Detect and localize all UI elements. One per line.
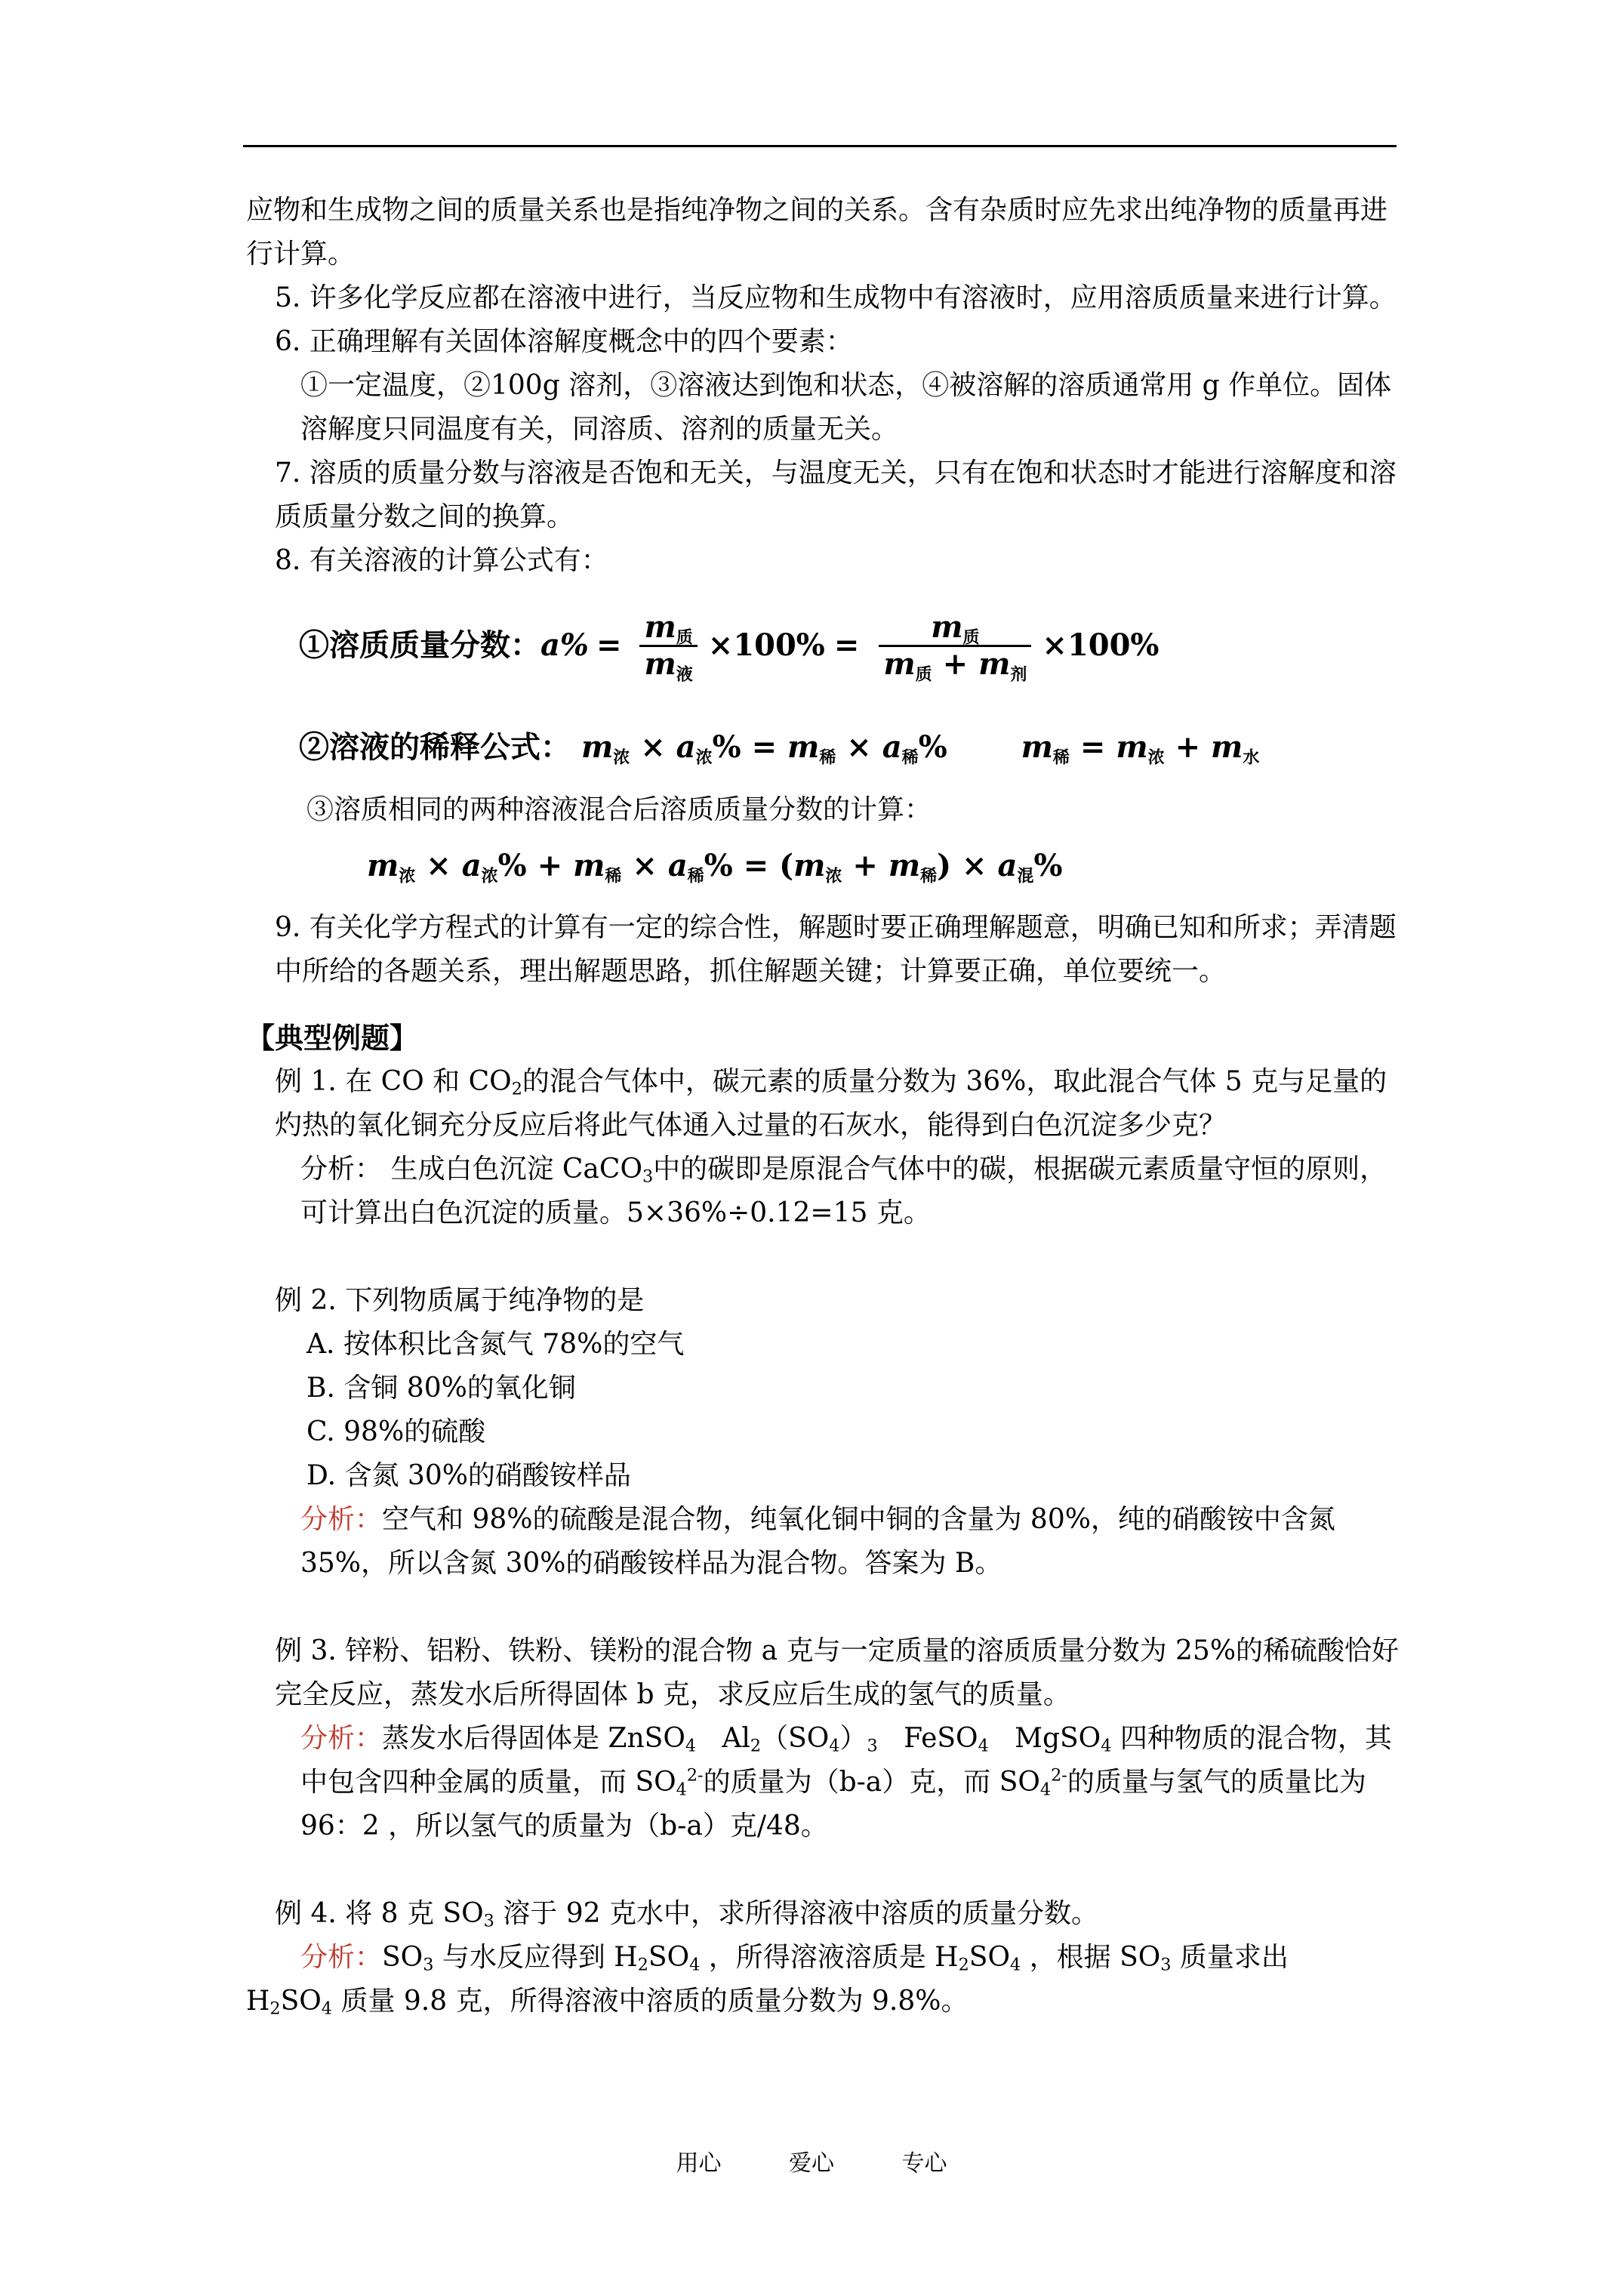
header-rule [243, 145, 1397, 147]
analysis-label: 分析： [300, 1723, 383, 1754]
point-7: 7. 溶质的质量分数与溶液是否饱和无关，与温度无关，只有在饱和状态时才能进行溶解度和溶质质量分数之间的换算。 [275, 458, 1397, 532]
footer-word-2: 爱心 [789, 2150, 834, 2177]
example-4-analysis-cont: $H_2SO_4$ 质量 9.8 克，所得溶液中溶质的质量分数为 9.8%。 [246, 1986, 969, 2019]
example-2-option-b: B. 含铜 80%的氧化铜 [306, 1373, 576, 1404]
example-3: 例 3. 锌粉、铝粉、铁粉、镁粉的混合物 a 克与一定质量的溶质质量分数为 25%的稀硫酸恰好完全反应，蒸发水后所得固体 b 克，求反应后生成的氢气的质量。 [275, 1635, 1400, 1710]
fraction-1: $\frac{\text{m质}}{\text{m液}}$ [639, 610, 697, 682]
formula-2-label: ②溶液的稀释公式： [299, 729, 571, 765]
document-body [246, 189, 1401, 2023]
example-3-analysis: 分析：蒸发水后得固体是 ZnSO$_4$ $Al_2(SO_4)_3$ FeSO$_4$ MgSO$_4$ 四种物质的混合物，其中包含四种金属的质量，而 $SO_4^{2-}$的质量为（b-a）克，而 $SO_4^{2-}$的质量与氢气的质量比为 96：2 ，所以氢气的质量为（b-a）克/48。 [300, 1723, 1392, 1841]
footer-word-3: 专心 [901, 2150, 947, 2177]
example-2-option-a: A. 按体积比含氮气 78%的空气 [306, 1329, 685, 1360]
page-footer [0, 2144, 1623, 2177]
fraction-2: $\frac{\text{m质}}{\text{m质 + m剂}}$ [879, 610, 1031, 682]
analysis-label: 分析： [300, 1942, 383, 1973]
point-8: 8. 有关溶液的计算公式有： [275, 545, 608, 576]
example-2: 例 2. 下列物质属于纯净物的是 [275, 1285, 645, 1316]
point-5: 5. 许多化学反应都在溶液中进行，当反应物和生成物中有溶液时，应用溶质质量来进行计算。 [275, 282, 1397, 313]
example-4: 例 4. 将 8 克 $SO_3$ 溶于 92 克水中，求所得溶液中溶质的质量分数。 [275, 1898, 1098, 1931]
section-title: 【典型例题】 [246, 1021, 419, 1055]
formula-dilution: ②溶液的稀释公式： m浓 × a浓% = m稀 × a稀% m稀 = m浓 + m水 [299, 729, 1260, 768]
formula-1-label: ①溶质质量分数： [299, 627, 540, 663]
formula-3-label: ③溶质相同的两种溶液混合后溶质质量分数的计算： [306, 794, 932, 825]
example-2-option-d: D. 含氮 30%的硝酸铵样品 [306, 1460, 631, 1491]
example-4-analysis: 分析：$SO_3$ 与水反应得到 $H_2SO_4$ ，所得溶液溶质是 $H_2SO_4$ ，根据 $SO_3$ 质量求出 [300, 1942, 1289, 1975]
example-2-option-c: C. 98%的硫酸 [306, 1416, 486, 1447]
formula-mass-fraction: ①溶质质量分数： a% = $\frac{\text{m质}}{\text{m液}}$ × 100% = $\frac{\text{m质}}{\text{m质 + m剂}}$ × 100% [299, 609, 1160, 685]
formula-mixing: m浓 × a浓% + m稀 × a稀% = (m浓 + m稀) × a混% [367, 848, 1063, 886]
example-1-analysis: 分析： 生成白色沉淀 CaCO$_3$中的碳即是原混合气体中的碳，根据碳元素质量守恒的原则，可计算出白色沉淀的质量。5×36%÷0.12=15 克。 [300, 1154, 1387, 1228]
point-9: 9. 有关化学方程式的计算有一定的综合性，解题时要正确理解题意，明确已知和所求；弄清题中所给的各题关系，理出解题思路，抓住解题关键；计算要正确，单位要统一。 [275, 912, 1397, 987]
point-6: 6. 正确理解有关固体溶解度概念中的四个要素： [275, 326, 853, 357]
footer-word-1: 用心 [676, 2150, 722, 2177]
analysis-label: 分析： [300, 1504, 383, 1535]
example-1: 例 1. 在 CO 和 $CO_2$的混合气体中，碳元素的质量分数为 36%，取此混合气体 5 克与足量的灼热的氧化铜充分反应后将此气体通入过量的石灰水，能得到白色沉淀多少克？ [275, 1066, 1387, 1141]
point-6-detail: ①一定温度，②100g 溶剂，③溶液达到饱和状态，④被溶解的溶质通常用 g 作单位。固体溶解度只同温度有关，同溶质、溶剂的质量无关。 [300, 370, 1392, 445]
example-2-analysis: 分析：空气和 98%的硫酸是混合物，纯氧化铜中铜的含量为 80%，纯的硝酸铵中含氮 35%，所以含氮 30%的硝酸铵样品为混合物。答案为 B。 [300, 1504, 1335, 1579]
paragraph-continuation: 应物和生成物之间的质量关系也是指纯净物之间的关系。含有杂质时应先求出纯净物的质量再进行计算。 [246, 195, 1388, 270]
